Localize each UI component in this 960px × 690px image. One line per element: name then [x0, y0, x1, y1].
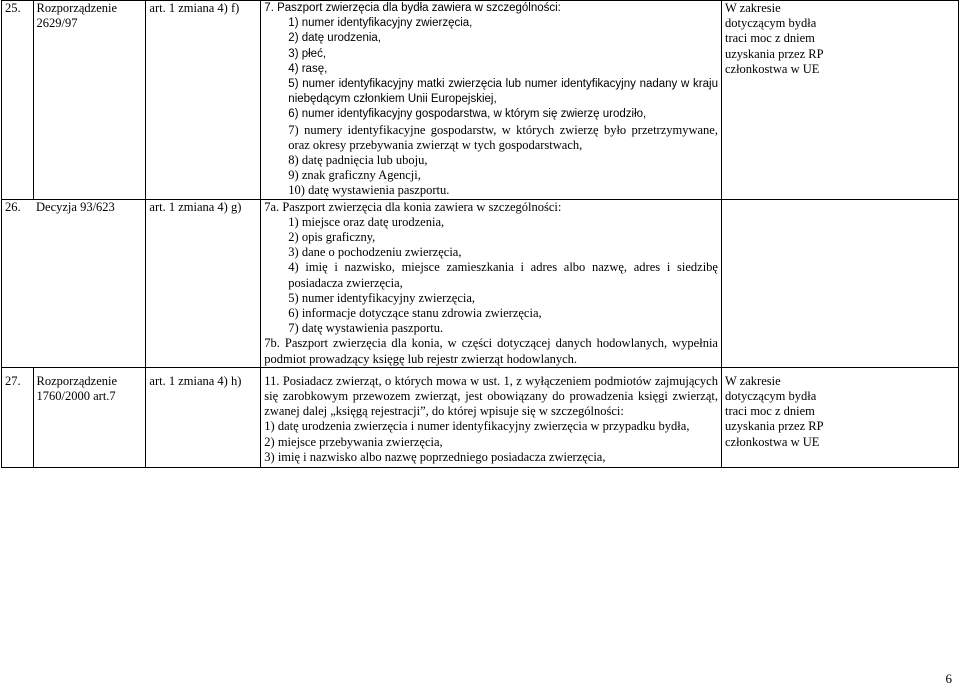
list-item: 6) informacje dotyczące stanu zdrowia zwierzęcia,: [288, 306, 542, 321]
list-item: 1) numer identyfikacyjny zwierzęcia,: [288, 17, 473, 30]
scope-note: [721, 367, 958, 467]
row-number: 27.: [2, 367, 34, 467]
table-row: [2, 1, 959, 200]
legislation-table: [1, 0, 959, 468]
list-item: 9) znak graficzny Agencji,: [288, 168, 421, 183]
article-reference: art. 1 zmiana 4) h): [146, 367, 261, 467]
list-item: 5) numer identyfikacyjny matki zwierzęcia lub numer identyfikacyjny nadany w kraju niebędącym członkiem Unii Europejskiej,: [288, 78, 718, 106]
list-item: 2) datę urodzenia,: [288, 32, 381, 45]
row-number: 25.: [2, 1, 34, 200]
list-item: 5) numer identyfikacyjny zwierzęcia,: [288, 290, 476, 305]
table-row: [2, 199, 959, 367]
list-item: 8) datę padnięcia lub uboju,: [288, 153, 428, 168]
scope-note: [721, 1, 958, 200]
list-item: 4) rasę,: [288, 62, 328, 75]
list-item: 1) datę urodzenia zwierzęcia i numer identyfikacyjny zwierzęcia w przypadku bydła,: [264, 419, 690, 434]
act-reference: Rozporządzenie 2629/97: [33, 1, 146, 200]
list-item: 7) numery identyfikacyjne gospodarstw, w których zwierzę było przetrzymywane, oraz okresy przebywania zwierząt w tych gospodarstwach,: [288, 122, 718, 152]
row-number: 26.: [2, 199, 34, 367]
provision-outro: 7b. Paszport zwierzęcia dla konia, w części dotyczącej danych hodowlanych, wypełnia podmiot prowadzący księgę lub rejestr zwierząt hodowlanych.: [264, 336, 718, 366]
scope-note: [721, 199, 958, 367]
scope-text: W zakresie dotyczącym bydła traci moc z dniem uzyskania przez RP członkostwa w UE: [724, 373, 824, 449]
act-reference: Decyzja 93/623: [33, 199, 146, 367]
act-reference: Rozporządzenie 1760/2000 art.7: [33, 367, 146, 467]
list-item: 4) imię i nazwisko, miejsce zamieszkania i adres albo nazwę, adres i siedzibę posiadacza zwierzęcia,: [288, 260, 718, 290]
list-item: 2) miejsce przebywania zwierzęcia,: [264, 434, 443, 449]
list-item: 2) opis graficzny,: [288, 230, 376, 245]
provision-intro: 11. Posiadacz zwierząt, o których mowa w ust. 1, z wyłączeniem podmiotów zajmujących się zarobkowym przewozem zwierząt, jest obowiązany do prowadzenia księgi zwierząt, zwanej dalej „księgą rejestracji”, do której wpisuje się w szczególności:: [264, 373, 718, 419]
table-row: [2, 367, 959, 467]
provision-intro: 7. Paszport zwierzęcia dla bydła zawiera w szczególności:: [264, 2, 561, 14]
list-item: 6) numer identyfikacyjny gospodarstwa, w którym się zwierzę urodziło,: [288, 108, 647, 121]
list-item: 10) datę wystawienia paszportu.: [288, 183, 450, 198]
article-reference: art. 1 zmiana 4) g): [146, 199, 261, 367]
scope-text: W zakresie dotyczącym bydła traci moc z dniem uzyskania przez RP członkostwa w UE: [724, 1, 824, 76]
article-reference: art. 1 zmiana 4) f): [146, 1, 261, 200]
list-item: 3) dane o pochodzeniu zwierzęcia,: [288, 245, 462, 260]
provision-intro: 7a. Paszport zwierzęcia dla konia zawiera w szczególności:: [264, 199, 562, 214]
list-item: 1) miejsce oraz datę urodzenia,: [288, 214, 445, 229]
provision-text: [261, 1, 722, 200]
provision-text: [261, 367, 722, 467]
list-item: 7) datę wystawienia paszportu.: [288, 321, 444, 336]
list-item: 3) imię i nazwisko albo nazwę poprzedniego posiadacza zwierzęcia,: [264, 449, 606, 464]
provision-text: [261, 199, 722, 367]
page-number: 6: [945, 670, 952, 686]
list-item: 3) płeć,: [288, 47, 327, 60]
